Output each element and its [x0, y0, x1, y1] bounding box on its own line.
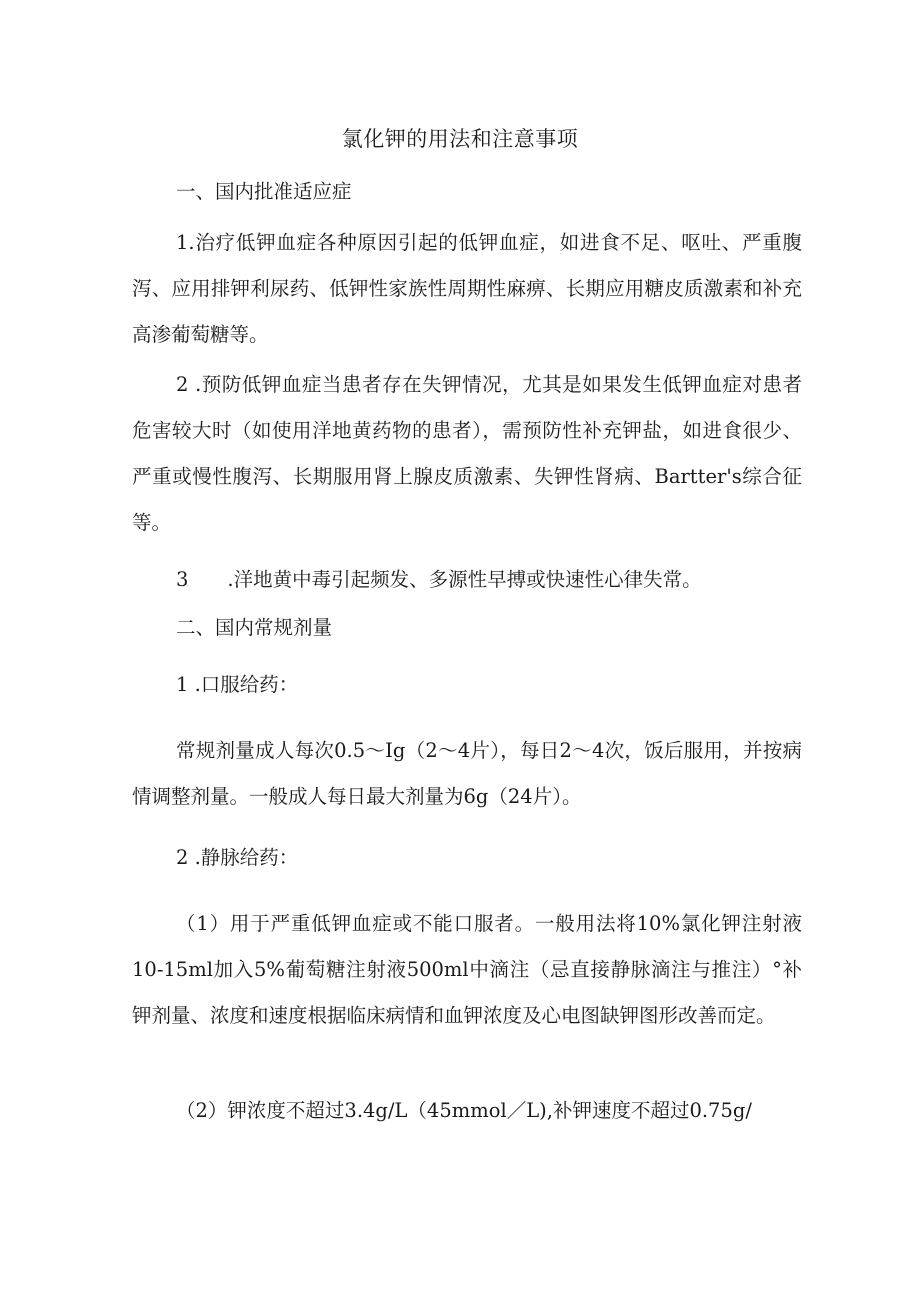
paragraph-iv-1: （1）用于严重低钾血症或不能口服者。一般用法将10%氯化钾注射液10-15ml加入5%葡萄糖注射液500ml中滴注（忌直接静脉滴注与推注）°补钾剂量、浓度和速度根据临床病情和血钾浓度及心电图缺钾图形改善而定。 [132, 912, 802, 1027]
paragraph-indication-3: 3 .洋地黄中毒引起频发、多源性早搏或快速性心律失常。 [176, 568, 702, 591]
subheading-iv: 2 .静脉给药： [176, 846, 299, 869]
paragraph-iv-2: （2）钾浓度不超过3.4g/L（45mmol／L),补钾速度不超过0.75g/ [176, 1099, 752, 1122]
paragraph-indication-2: 2 .预防低钾血症当患者存在失钾情况，尤其是如果发生低钾血症对患者危害较大时（如使用洋地黄药物的患者），需预防性补充钾盐，如进食很少、严重或慢性腹泻、长期服用肾上腺皮质激素、失钾性肾病、Bartter's综合征等。 [132, 373, 802, 534]
paragraph-oral-dosage: 常规剂量成人每次0.5～Ig（2～4片），每日2～4次，饭后服用，并按病情调整剂量。一般成人每日最大剂量为6g（24片）。 [132, 739, 802, 808]
document-title: 氯化钾的用法和注意事项 [341, 127, 579, 151]
paragraph-indication-1: 1.治疗低钾血症各种原因引起的低钾血症，如进食不足、呕吐、严重腹泻、应用排钾利尿药、低钾性家族性周期性麻痹、长期应用糖皮质激素和补充高渗葡萄糖等。 [132, 231, 802, 346]
section-heading-dosage: 二、国内常规剂量 [176, 616, 333, 639]
subheading-oral: 1 .口服给药： [176, 673, 299, 696]
section-heading-indications: 一、国内批准适应症 [176, 180, 352, 203]
